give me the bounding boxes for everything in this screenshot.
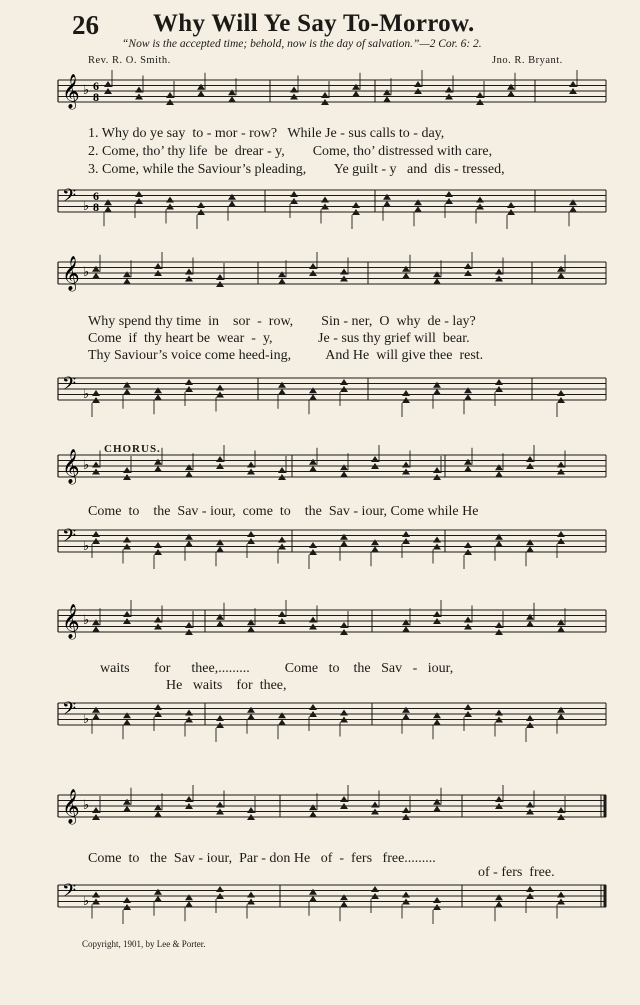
shape-note	[433, 611, 441, 617]
shape-note	[557, 807, 565, 813]
shape-note	[185, 464, 193, 470]
shape-note	[495, 894, 503, 900]
shape-note	[495, 379, 503, 385]
shape-note	[433, 271, 441, 277]
shape-note	[135, 87, 143, 93]
shape-note	[247, 707, 255, 713]
shape-note	[526, 456, 534, 462]
scripture-reference: “Now is the accepted time; behold, now is the day of salvation.”—2 Cor. 6: 2.	[122, 38, 482, 50]
shape-note	[197, 91, 205, 97]
shape-note	[383, 194, 391, 200]
shape-note	[154, 889, 162, 895]
shape-note	[557, 273, 565, 279]
shape-note	[228, 194, 236, 200]
shape-note	[278, 537, 286, 543]
shape-note	[402, 531, 410, 537]
treble-clef-icon: 𝄞	[62, 256, 80, 291]
shape-note	[321, 92, 329, 98]
shape-note	[371, 546, 379, 552]
shape-note	[526, 715, 534, 721]
shape-note	[464, 704, 472, 710]
flat-icon: ♭	[83, 613, 90, 628]
shape-note	[228, 96, 236, 102]
shape-note	[495, 622, 503, 628]
shape-note	[185, 894, 193, 900]
hymn-title: Why Will Ye Say To-Morrow.	[153, 10, 475, 37]
shape-note	[495, 901, 503, 907]
shape-note	[495, 471, 503, 477]
verse-3-line-1: 3. Come, while the Saviour’s pleading, Ye guilt - y and dis - tressed,	[88, 162, 505, 177]
shape-note	[216, 385, 224, 391]
shape-note	[92, 266, 100, 272]
shape-note	[321, 197, 329, 203]
shape-note	[216, 886, 224, 892]
chorus-line-3-alt: of - fers free.	[478, 865, 555, 880]
shape-note	[185, 622, 193, 628]
shape-note	[309, 617, 317, 623]
shape-note	[402, 892, 410, 898]
shape-note	[476, 197, 484, 203]
shape-note	[197, 84, 205, 90]
shape-note	[92, 707, 100, 713]
shape-note	[402, 462, 410, 468]
chorus-line-2: waits for thee,......... Come to the Sav - iour,	[100, 661, 454, 676]
shape-note	[216, 274, 224, 280]
shape-note	[123, 467, 131, 473]
shape-note	[464, 394, 472, 400]
shape-note	[433, 389, 441, 395]
shape-note	[557, 714, 565, 720]
shape-note	[154, 617, 162, 623]
shape-note	[414, 206, 422, 212]
shape-note	[154, 804, 162, 810]
verse-1-line-2: Why spend thy time in sor - row, Sin - ner, O why de - lay?	[88, 314, 476, 329]
shape-note	[309, 889, 317, 895]
shape-note	[526, 621, 534, 627]
shape-note	[123, 897, 131, 903]
shape-note	[557, 619, 565, 625]
shape-note	[247, 892, 255, 898]
shape-note	[154, 811, 162, 817]
shape-note	[290, 87, 298, 93]
flat-icon: ♭	[83, 265, 90, 280]
shape-note	[185, 534, 193, 540]
time-signature-bottom: 8	[93, 90, 99, 104]
shape-note	[154, 459, 162, 465]
shape-note	[123, 278, 131, 284]
shape-note	[216, 715, 224, 721]
shape-note	[464, 542, 472, 548]
shape-note	[154, 704, 162, 710]
shape-note	[402, 273, 410, 279]
shape-note	[216, 539, 224, 545]
verse-3-line-2: Thy Saviour’s voice come heed-ing, And He will give thee rest.	[88, 348, 484, 363]
shape-note	[154, 896, 162, 902]
shape-note	[507, 91, 515, 97]
shape-note	[154, 466, 162, 472]
shape-note	[402, 626, 410, 632]
treble-clef-icon: 𝄞	[62, 789, 80, 824]
shape-note	[464, 263, 472, 269]
shape-note	[247, 462, 255, 468]
shape-note	[495, 464, 503, 470]
shape-note	[123, 806, 131, 812]
shape-note	[154, 394, 162, 400]
shape-note	[340, 471, 348, 477]
shape-note	[278, 712, 286, 718]
time-signature-top: 6	[93, 189, 99, 203]
shape-note	[402, 619, 410, 625]
bass-clef-icon: 𝄢	[62, 881, 77, 906]
verse-2-line-1: 2. Come, tho’ thy life be drear - y, Come, tho’ distressed with care,	[88, 144, 493, 159]
shape-note	[278, 719, 286, 725]
shape-note	[92, 462, 100, 468]
chorus-label: CHORUS.	[104, 443, 161, 455]
shape-note	[495, 541, 503, 547]
shape-note	[433, 897, 441, 903]
shape-note	[402, 714, 410, 720]
chorus-line-1: Come to the Sav - iour, come to the Sav - iour, Come while He	[88, 504, 479, 519]
shape-note	[309, 466, 317, 472]
shape-note	[92, 390, 100, 396]
shape-note	[278, 271, 286, 277]
shape-note	[216, 614, 224, 620]
shape-note	[216, 621, 224, 627]
shape-note	[185, 541, 193, 547]
shape-note	[340, 901, 348, 907]
shape-note	[123, 799, 131, 805]
shape-note	[247, 531, 255, 537]
shape-note	[402, 390, 410, 396]
time-signature-top: 6	[93, 79, 99, 93]
shape-note	[402, 266, 410, 272]
shape-note	[197, 202, 205, 208]
shape-note	[247, 626, 255, 632]
shape-note	[526, 546, 534, 552]
shape-note	[433, 719, 441, 725]
shape-note	[433, 806, 441, 812]
shape-note	[464, 387, 472, 393]
shape-note	[414, 199, 422, 205]
shape-note	[495, 269, 503, 275]
shape-note	[526, 886, 534, 892]
shape-note	[290, 191, 298, 197]
shape-note	[123, 537, 131, 543]
shape-note	[278, 611, 286, 617]
bass-clef-icon: 𝄢	[62, 526, 77, 551]
flat-icon: ♭	[83, 798, 90, 813]
shape-note	[371, 802, 379, 808]
treble-clef-icon: 𝄞	[62, 604, 80, 639]
flat-icon: ♭	[83, 712, 90, 727]
shape-note	[507, 84, 515, 90]
shape-note	[92, 892, 100, 898]
shape-note	[309, 263, 317, 269]
bass-clef-icon: 𝄢	[62, 699, 77, 724]
shape-note	[278, 467, 286, 473]
shape-note	[507, 202, 515, 208]
shape-note	[557, 892, 565, 898]
shape-note	[464, 466, 472, 472]
author-credit: Rev. R. O. Smith.	[88, 55, 171, 66]
bass-clef-icon: 𝄢	[62, 186, 77, 211]
shape-note	[278, 382, 286, 388]
shape-note	[383, 201, 391, 207]
verse-2-line-2: Come if thy heart be wear - y, Je - sus thy grief will bear.	[88, 331, 470, 346]
shape-note	[309, 459, 317, 465]
flat-icon: ♭	[83, 894, 90, 909]
shape-note	[154, 263, 162, 269]
shape-note	[445, 87, 453, 93]
shape-note	[402, 807, 410, 813]
flat-icon: ♭	[83, 83, 90, 98]
shape-note	[476, 92, 484, 98]
shape-note	[526, 614, 534, 620]
shape-note	[278, 389, 286, 395]
shape-note	[495, 710, 503, 716]
shape-note	[569, 199, 577, 205]
verse-1-line-1: 1. Why do ye say to - mor - row? While Je - sus calls to - day,	[88, 126, 445, 141]
shape-note	[309, 804, 317, 810]
shape-note	[309, 387, 317, 393]
shape-note	[340, 269, 348, 275]
shape-note	[340, 534, 348, 540]
shape-note	[340, 541, 348, 547]
shape-note	[166, 92, 174, 98]
shape-note	[278, 278, 286, 284]
shape-note	[352, 84, 360, 90]
shape-note	[526, 802, 534, 808]
shape-note	[92, 273, 100, 279]
treble-clef-icon: 𝄞	[62, 449, 80, 484]
shape-note	[340, 464, 348, 470]
shape-note	[557, 266, 565, 272]
shape-note	[433, 467, 441, 473]
shape-note	[123, 719, 131, 725]
time-signature-bottom: 8	[93, 200, 99, 214]
shape-note	[569, 81, 577, 87]
shape-note	[383, 96, 391, 102]
shape-note	[433, 799, 441, 805]
shape-note	[123, 271, 131, 277]
shape-note	[371, 456, 379, 462]
shape-note	[104, 199, 112, 205]
shape-note	[228, 201, 236, 207]
shape-note	[557, 707, 565, 713]
shape-note	[309, 704, 317, 710]
shape-note	[123, 382, 131, 388]
shape-note	[340, 894, 348, 900]
shape-note	[371, 539, 379, 545]
shape-note	[216, 456, 224, 462]
shape-note	[433, 537, 441, 543]
shape-note	[557, 531, 565, 537]
shape-note	[464, 617, 472, 623]
shape-note	[104, 81, 112, 87]
shape-note	[352, 202, 360, 208]
shape-note	[92, 531, 100, 537]
shape-note	[309, 896, 317, 902]
shape-note	[433, 382, 441, 388]
flat-icon: ♭	[83, 387, 90, 402]
shape-note	[557, 462, 565, 468]
shape-note	[445, 191, 453, 197]
shape-note	[495, 534, 503, 540]
shape-note	[185, 269, 193, 275]
shape-note	[340, 796, 348, 802]
shape-note	[247, 807, 255, 813]
shape-note	[340, 379, 348, 385]
bass-clef-icon: 𝄢	[62, 374, 77, 399]
shape-note	[123, 611, 131, 617]
chorus-line-2-alt: He waits for thee,	[166, 678, 287, 693]
shape-note	[371, 886, 379, 892]
treble-clef-icon: 𝄞	[62, 74, 80, 109]
shape-note	[247, 714, 255, 720]
shape-note	[154, 542, 162, 548]
shape-note	[104, 206, 112, 212]
shape-note	[309, 542, 317, 548]
shape-note	[185, 710, 193, 716]
shape-note	[216, 802, 224, 808]
shape-note	[526, 539, 534, 545]
shape-note	[433, 712, 441, 718]
shape-note	[557, 626, 565, 632]
shape-note	[464, 459, 472, 465]
shape-note	[228, 89, 236, 95]
shape-note	[414, 81, 422, 87]
shape-note	[185, 379, 193, 385]
shape-note	[185, 796, 193, 802]
shape-note	[433, 278, 441, 284]
shape-note	[92, 714, 100, 720]
shape-note	[383, 89, 391, 95]
flat-icon: ♭	[83, 539, 90, 554]
shape-note	[154, 387, 162, 393]
shape-note	[557, 390, 565, 396]
flat-icon: ♭	[83, 458, 90, 473]
shape-note	[135, 191, 143, 197]
chorus-line-3: Come to the Sav - iour, Par - don He of - fers free.........	[88, 851, 436, 866]
shape-note	[166, 197, 174, 203]
copyright-notice: Copyright, 1901, by Lee & Porter.	[82, 939, 206, 949]
shape-note	[185, 901, 193, 907]
shape-note	[402, 707, 410, 713]
shape-note	[309, 811, 317, 817]
hymn-number: 26	[72, 10, 99, 40]
shape-note	[352, 91, 360, 97]
shape-note	[340, 622, 348, 628]
shape-note	[247, 619, 255, 625]
composer-credit: Jno. R. Bryant.	[492, 55, 563, 66]
shape-note	[123, 389, 131, 395]
shape-note	[495, 796, 503, 802]
shape-note	[340, 710, 348, 716]
shape-note	[92, 807, 100, 813]
shape-note	[216, 546, 224, 552]
flat-icon: ♭	[83, 199, 90, 214]
shape-note	[185, 471, 193, 477]
shape-note	[309, 394, 317, 400]
shape-note	[92, 619, 100, 625]
shape-note	[123, 712, 131, 718]
shape-note	[92, 626, 100, 632]
shape-note	[569, 206, 577, 212]
